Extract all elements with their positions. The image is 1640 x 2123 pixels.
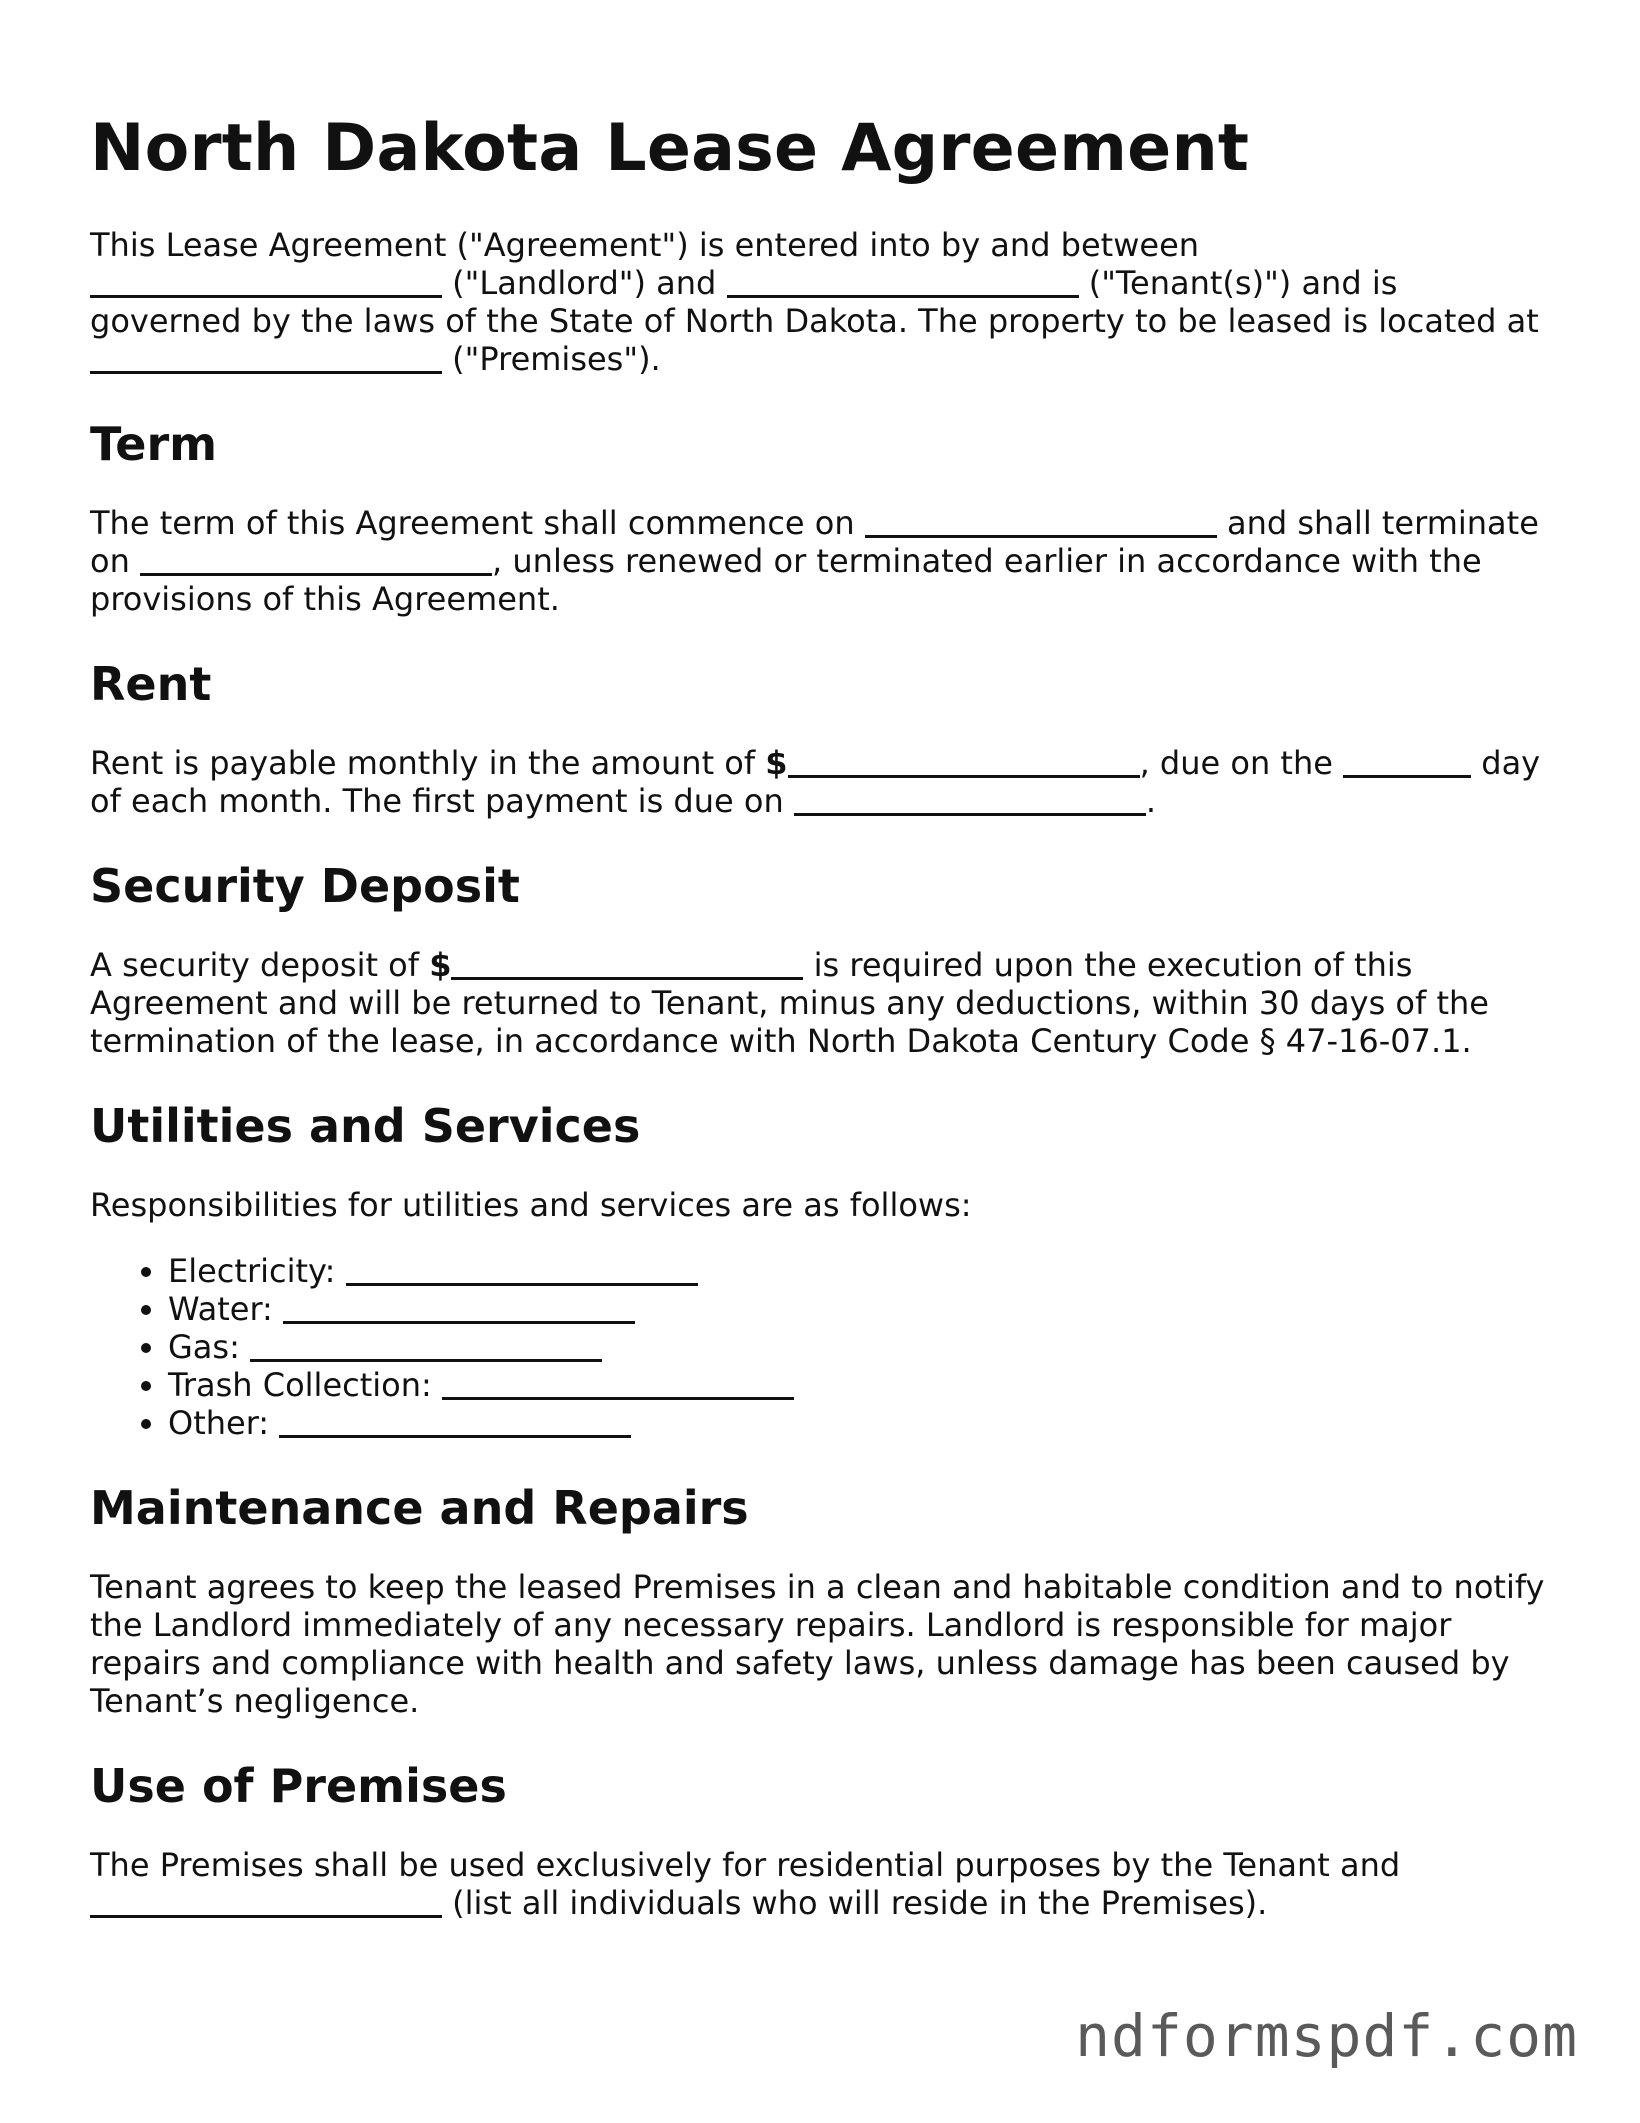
deposit-heading: Security Deposit: [90, 859, 520, 913]
rent-currency: $: [765, 744, 788, 782]
landlord-name-blank[interactable]: [90, 265, 442, 298]
use-heading: Use of Premises: [90, 1759, 507, 1813]
deposit-text-1: A security deposit of: [90, 946, 430, 984]
utility-label-other: Other:: [168, 1404, 280, 1442]
page-title: North Dakota Lease Agreement: [90, 111, 1250, 186]
rent-paragraph: [90, 744, 1550, 820]
deposit-amount-blank[interactable]: [451, 947, 803, 980]
use-text-1: The Premises shall be used exclusively for residential purposes by the Tenant and: [90, 1846, 1401, 1884]
utilities-heading: Utilities and Services: [90, 1099, 641, 1153]
term-paragraph: [90, 504, 1550, 618]
list-item: [168, 1328, 1550, 1366]
utility-label-water: Water:: [168, 1290, 283, 1328]
trash-collection-blank[interactable]: [442, 1367, 794, 1400]
term-heading: Term: [90, 417, 218, 471]
intro-text-4: ("Premises").: [442, 340, 661, 378]
rent-amount-blank[interactable]: [788, 745, 1140, 778]
rent-heading: Rent: [90, 657, 212, 711]
term-text-3: , unless renewed or terminated earlier in accordance with the provisions of this Agreement.: [90, 542, 1482, 618]
list-item: [168, 1252, 1550, 1290]
rent-due-day-blank[interactable]: [1343, 745, 1471, 778]
intro-text-3: ("Tenant(s)") and is governed by the laws of the State of North Dakota. The property to be leased is located at: [90, 264, 1539, 340]
electricity-blank[interactable]: [346, 1253, 698, 1286]
maintenance-paragraph: Tenant agrees to keep the leased Premises in a clean and habitable condition and to notify the Landlord immediately of any necessary repairs. Landlord is responsible for major repairs and compliance with health and safety laws, unless damage has been caused by Tenant’s negligence.: [90, 1568, 1545, 1720]
rent-text-4: .: [1145, 782, 1157, 820]
term-text-2: and shall terminate on: [90, 504, 1539, 580]
watermark: ndformspdf.com: [1075, 2002, 1578, 2070]
utility-label-gas: Gas:: [168, 1328, 251, 1366]
rent-text-3: day of each month. The first payment is due on: [90, 744, 1541, 820]
utilities-intro: Responsibilities for utilities and services are as follows:: [90, 1186, 972, 1224]
occupants-blank[interactable]: [90, 1885, 442, 1918]
deposit-paragraph: [90, 946, 1550, 1060]
end-date-blank[interactable]: [140, 543, 492, 576]
list-item: [168, 1404, 1550, 1442]
rent-text-1: Rent is payable monthly in the amount of: [90, 744, 766, 782]
first-payment-date-blank[interactable]: [794, 783, 1146, 816]
use-paragraph: [90, 1846, 1550, 1922]
list-item: [168, 1290, 1550, 1328]
list-item: [168, 1366, 1550, 1404]
intro-paragraph: [90, 226, 1550, 378]
term-text-1: The term of this Agreement shall commence on: [90, 504, 865, 542]
intro-text-2: ("Landlord") and: [442, 264, 727, 302]
gas-blank[interactable]: [250, 1329, 602, 1362]
deposit-currency: $: [429, 946, 452, 984]
maintenance-heading: Maintenance and Repairs: [90, 1481, 749, 1535]
utilities-list: [90, 1252, 1550, 1442]
start-date-blank[interactable]: [865, 505, 1217, 538]
utility-label-electricity: Electricity:: [168, 1252, 346, 1290]
water-blank[interactable]: [283, 1291, 635, 1324]
utility-label-trash: Trash Collection:: [168, 1366, 442, 1404]
tenant-name-blank[interactable]: [727, 265, 1079, 298]
deposit-text-2: is required upon the execution of this Agreement and will be returned to Tenant, minus any deductions, within 30 days of the termination of the lease, in accordance with North Dakota Century Code § 47-16-07.1.: [90, 946, 1489, 1060]
intro-text-1: This Lease Agreement ("Agreement") is entered into by and between: [90, 226, 1200, 264]
use-text-2: (list all individuals who will reside in the Premises).: [442, 1884, 1268, 1922]
document-page: [90, 108, 1550, 1922]
premises-address-blank[interactable]: [90, 341, 442, 374]
other-utility-blank[interactable]: [279, 1405, 631, 1438]
rent-text-2: , due on the: [1139, 744, 1344, 782]
